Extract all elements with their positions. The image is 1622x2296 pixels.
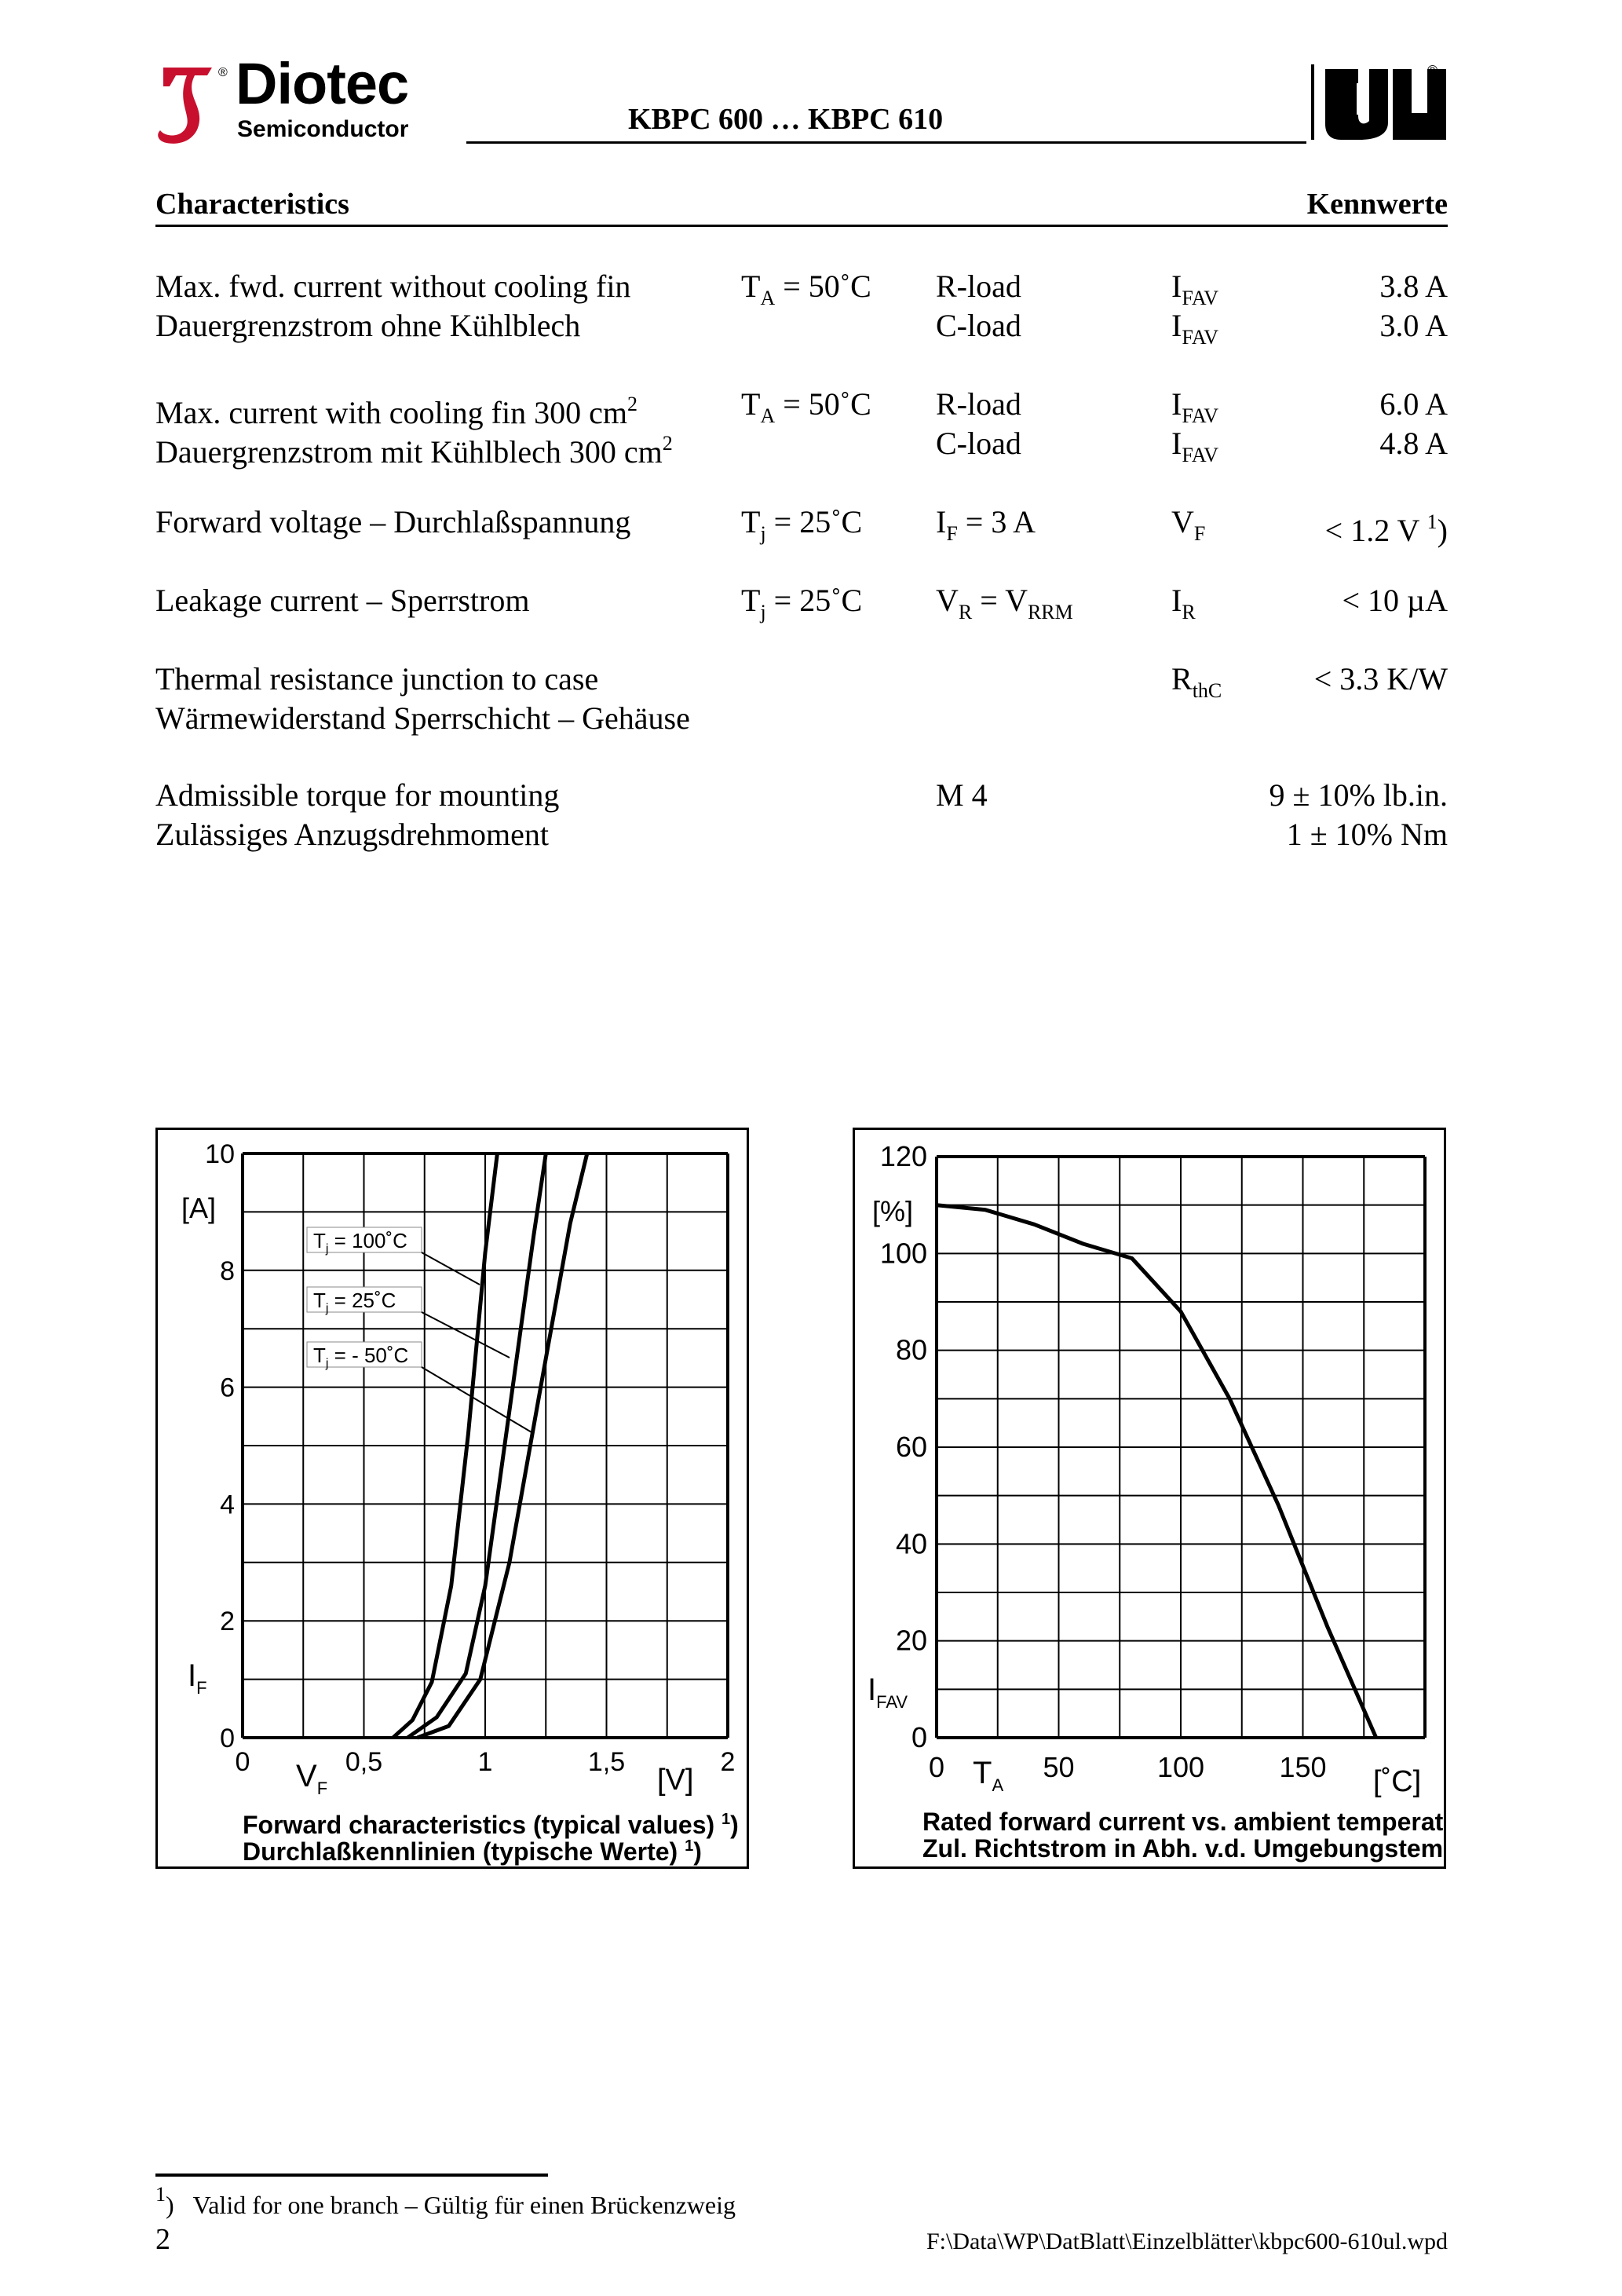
brand-subtitle: Semiconductor bbox=[237, 116, 409, 142]
y-tick-label: 6 bbox=[220, 1373, 235, 1403]
value: < 10 µA bbox=[1342, 583, 1448, 618]
y-tick-label: 0 bbox=[220, 1724, 235, 1753]
svg-text:Tj = 25˚C: $T_j$ = 25˚C bbox=[313, 1289, 396, 1315]
x-axis-symbol: $T_A$ bbox=[973, 1756, 1004, 1795]
y-tick-label: 80 bbox=[895, 1333, 927, 1366]
y-tick-label: 120 bbox=[879, 1140, 927, 1172]
brand-name: Diotec bbox=[236, 51, 409, 116]
y-axis-symbol: $I_F$ bbox=[188, 1658, 207, 1698]
symbol: $I_{FAV}$ bbox=[1171, 426, 1219, 466]
value: < 3.3 K/W bbox=[1313, 661, 1448, 696]
value: 4.8 A bbox=[1379, 426, 1448, 461]
diotec-logo-mark bbox=[155, 63, 220, 148]
y-tick-label: 100 bbox=[879, 1237, 927, 1270]
condition: $T_A$ = 50˚C bbox=[741, 269, 871, 309]
param-label-en: Admissible torque for mounting bbox=[155, 777, 560, 813]
param-label-de: Wärmewiderstand Sperrschicht – Gehäuse bbox=[155, 700, 690, 736]
symbol: $I_{FAV}$ bbox=[1171, 308, 1219, 349]
y-tick-label: 0 bbox=[911, 1721, 927, 1753]
forward-characteristics-chart bbox=[155, 1128, 749, 1869]
param-label-en: Max. fwd. current without cooling fin bbox=[155, 269, 631, 304]
file-path: F:\Data\WP\DatBlatt\Einzelblätter\kbpc600-610ul.wpd bbox=[926, 2228, 1448, 2254]
footnote: $^1$) Valid for one branch – Gültig für einen Brückenzweig bbox=[155, 2183, 736, 2219]
brand-registered-mark: ® bbox=[218, 66, 228, 79]
symbol: $I_R$ bbox=[1171, 583, 1196, 623]
page-number: 2 bbox=[155, 2223, 170, 2256]
param-label: Forward voltage – Durchlaßspannung bbox=[155, 504, 631, 539]
chart-1-caption-de: Durchlaßkennlinien (typische Werte) $^1$) bbox=[243, 1837, 702, 1866]
section-rule bbox=[155, 225, 1448, 227]
legend-item-100c bbox=[307, 1227, 480, 1285]
svg-text:Tj = 100˚C: $T_j$ = 100˚C bbox=[313, 1229, 407, 1256]
param-label: Leakage current – Sperrstrom bbox=[155, 583, 530, 618]
y-tick-label: 8 bbox=[220, 1256, 235, 1286]
chart-1-caption-en: Forward characteristics (typical values) $^1$) bbox=[243, 1811, 739, 1839]
y-axis-symbol: $I_{FAV}$ bbox=[868, 1673, 908, 1712]
x-tick-label: 50 bbox=[1043, 1751, 1075, 1783]
y-tick-label: 2 bbox=[220, 1607, 235, 1637]
condition: $T_j$ = 25˚C bbox=[741, 583, 863, 623]
x-tick-label: 1,5 bbox=[587, 1747, 626, 1777]
test-condition: $I_F = 3$ A bbox=[936, 504, 1036, 545]
footnote-rule bbox=[155, 2174, 548, 2177]
value: 1 ± 10% Nm bbox=[1286, 817, 1448, 852]
x-tick-label: 100 bbox=[1156, 1751, 1205, 1783]
load-type: R-load bbox=[936, 386, 1021, 422]
derating-curve bbox=[937, 1205, 1376, 1738]
value: 9 ± 10% lb.in. bbox=[1269, 777, 1448, 813]
load-type: R-load bbox=[936, 269, 1021, 304]
y-unit-label: [A] bbox=[181, 1192, 217, 1224]
value: 3.8 A bbox=[1379, 269, 1448, 304]
legend bbox=[307, 1227, 532, 1432]
param-label-en: Thermal resistance junction to case bbox=[155, 661, 599, 696]
test-condition: $V_R = V_{RRM}$ bbox=[936, 583, 1073, 623]
y-tick-label: 60 bbox=[895, 1431, 927, 1463]
x-tick-label: 2 bbox=[720, 1747, 736, 1777]
y-tick-label: 4 bbox=[220, 1490, 235, 1520]
x-tick-label: 1 bbox=[477, 1747, 493, 1777]
param-label-de: Dauergrenzstrom mit Kühlblech 300 $cm^2$ bbox=[155, 432, 673, 470]
chart-2-caption-en: Rated forward current vs. ambient temperature bbox=[922, 1808, 1444, 1836]
x-axis-symbol: $V_F$ bbox=[296, 1759, 328, 1798]
section-title-de: Kennwerte bbox=[1306, 188, 1448, 221]
y-unit-label: [%] bbox=[872, 1195, 914, 1227]
value: < 1.2 V $^1$) bbox=[1324, 510, 1448, 548]
x-unit-label: [V] bbox=[657, 1764, 694, 1797]
x-tick-label: 0,5 bbox=[345, 1747, 383, 1777]
document-title: KBPC 600 … KBPC 610 bbox=[628, 103, 944, 136]
condition: $T_A$ = 50˚C bbox=[741, 386, 871, 427]
symbol: $I_{FAV}$ bbox=[1171, 386, 1219, 427]
symbol: $I_{FAV}$ bbox=[1171, 269, 1219, 309]
value: 6.0 A bbox=[1379, 386, 1448, 422]
param-label-de: Zulässiges Anzugsdrehmoment bbox=[155, 817, 550, 852]
chart-2-caption-de: Zul. Richtstrom in Abh. v.d. Umgebungstemp. bbox=[922, 1834, 1444, 1863]
y-tick-label: 40 bbox=[895, 1527, 927, 1560]
svg-text:Tj = - 50˚C: $T_j$ = - 50˚C bbox=[313, 1344, 409, 1370]
y-tick-label: 20 bbox=[895, 1624, 927, 1657]
chart-2-svg bbox=[855, 1130, 1444, 1866]
x-tick-label: 150 bbox=[1279, 1751, 1327, 1783]
load-type: C-load bbox=[936, 308, 1021, 343]
param-label-en: Max. current with cooling fin 300 $cm^2$ bbox=[155, 393, 637, 430]
value: 3.0 A bbox=[1379, 308, 1448, 343]
symbol: $R_{thC}$ bbox=[1171, 661, 1222, 702]
section-title-en: Characteristics bbox=[155, 188, 349, 221]
header-rule bbox=[466, 141, 1306, 144]
x-unit-label: [˚C] bbox=[1373, 1765, 1422, 1798]
x-tick-label: 0 bbox=[928, 1751, 945, 1783]
derating-chart bbox=[853, 1128, 1446, 1869]
ul-registered-mark: ® bbox=[1427, 63, 1438, 79]
y-tick-label: 10 bbox=[205, 1139, 235, 1169]
param-label-de: Dauergrenzstrom ohne Kühlblech bbox=[155, 308, 581, 343]
load-type: C-load bbox=[936, 426, 1021, 461]
thread-size: M 4 bbox=[936, 777, 988, 813]
condition: $T_j$ = 25˚C bbox=[741, 504, 863, 545]
symbol: $V_F$ bbox=[1171, 504, 1206, 545]
chart-1-svg bbox=[158, 1130, 747, 1866]
x-tick-label: 0 bbox=[235, 1747, 250, 1777]
